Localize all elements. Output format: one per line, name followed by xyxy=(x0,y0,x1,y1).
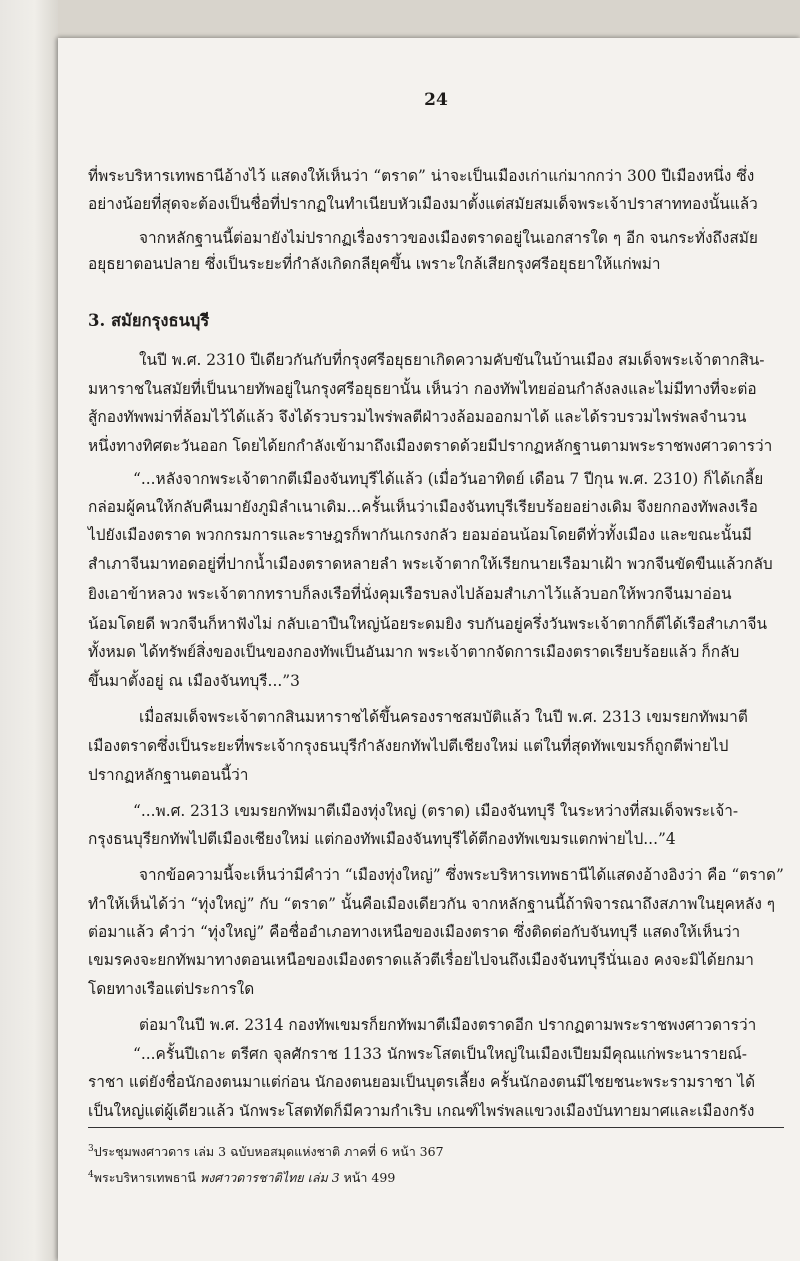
text-line: หนึ่งทางทิศตะวันออก โดยได้ยกกำลังเข้ามาถึงเมืองตราดด้วยมีปรากฏหลักฐานตามพระราชพงศาวดารว่า xyxy=(88,437,773,455)
text-line: อยุธยาตอนปลาย ซึ่งเป็นระยะที่กำลังเกิดกลียุคขึ้น เพราะใกล้เสียกรุงศรีอยุธยาให้แก่พม่า xyxy=(88,255,661,273)
footnote-marker: 3 xyxy=(88,1144,94,1154)
text-line: จากหลักฐานนี้ต่อมายังไม่ปรากฏเรื่องราวของเมืองตราดอยู่ในเอกสารใด ๆ อีก จนกระทั่งถึงสมัย xyxy=(139,229,758,247)
quote-line: ยิงเอาข้าหลวง พระเจ้าตากทราบก็ลงเรือที่นั่งคุมเรือรบลงไปล้อมสำเภาไว้แล้วบอกให้พวกจีนมาอ่อน xyxy=(88,585,732,603)
document-page xyxy=(58,38,800,1261)
quote-line: “...หลังจากพระเจ้าตากตีเมืองจันทบุรีได้แล้ว (เมื่อวันอาทิตย์ เดือน 7 ปีกุน พ.ศ. 2310) ก็ได้เกลี้ย xyxy=(133,470,764,488)
text-line: ต่อมาในปี พ.ศ. 2314 กองทัพเขมรก็ยกทัพมาตีเมืองตราดอีก ปรากฏตามพระราชพงศาวดารว่า xyxy=(139,1016,757,1034)
footnote-author: พระบริหารเทพธานี xyxy=(93,1170,200,1186)
quote-line: กล่อมผู้คนให้กลับคืนมายังภูมิลำเนาเดิม...ครั้นเห็นว่าเมืองจันทบุรีเรียบร้อยอย่างเดิม จึงยกกองทัพลงเรือ xyxy=(88,498,758,516)
footnote-4 xyxy=(88,1167,395,1186)
text-line: มหาราชในสมัยที่เป็นนายทัพอยู่ในกรุงศรีอยุธยานั้น เห็นว่า กองทัพไทยอ่อนกำลังลงและไม่มีทางที่จะต่อ xyxy=(88,380,757,398)
page-number: 24 xyxy=(424,90,448,110)
footnote-3 xyxy=(88,1141,444,1160)
footnote-marker: 4 xyxy=(88,1170,94,1180)
text-line: เขมรคงจะยกทัพมาทางตอนเหนือของเมืองตราดแล้วตีเรื่อยไปจนถึงเมืองจันทบุรีนั่นเอง คงจะมิได้ยกมา xyxy=(88,951,754,969)
scan-edge xyxy=(58,0,800,38)
text-line: ต่อมาแล้ว คำว่า “ทุ่งใหญ่” คือชื่ออำเภอทางเหนือของเมืองตราด ซึ่งติดต่อกับจันทบุรี แสดงให้เห็นว่า xyxy=(88,923,741,941)
quote-line: “...ครั้นปีเถาะ ตรีศก จุลศักราช 1133 นักพระโสตเป็นใหญ่ในเมืองเปียมมีคุณแก่พระนารายณ์- xyxy=(133,1045,747,1063)
text-line: สู้กองทัพพม่าที่ล้อมไว้ได้แล้ว จึงได้รวบรวมไพร่พลตีฝ่าวงล้อมออกมาได้ และได้รวบรวมไพร่พลจำนวน xyxy=(88,408,747,426)
text-line: เมื่อสมเด็จพระเจ้าตากสินมหาราชได้ขึ้นครองราชสมบัติแล้ว ในปี พ.ศ. 2313 เขมรยกทัพมาตี xyxy=(139,708,748,726)
text-line: โดยทางเรือแต่ประการใด xyxy=(88,980,255,998)
quote-line: ทั้งหมด ได้ทรัพย์สิ่งของเป็นของกองทัพเป็นอันมาก พระเจ้าตากจัดการเมืองตราดเรียบร้อยแล้ว ก็กลับ xyxy=(88,643,740,661)
book-gutter xyxy=(0,0,58,1261)
quote-line: สำเภาจีนมาทอดอยู่ที่ปากน้ำเมืองตราดหลายลำ พระเจ้าตากให้เรียกนายเรือมาเฝ้า พวกจีนขัดขืนแล้วกลับ xyxy=(88,555,773,573)
quote-line: น้อมโดยดี พวกจีนก็หาฟังไม่ กลับเอาปืนใหญ่น้อยระดมยิง รบกันอยู่ครึ่งวันพระเจ้าตากก็ตีได้เรือสำเภาจีน xyxy=(88,615,767,633)
quote-line: เป็นใหญ่แต่ผู้เดียวแล้ว นักพระโสตทัตก็มีความกำเริบ เกณฑ์ไพร่พลแขวงเมืองบันทายมาศและเมืองกรัง xyxy=(88,1102,755,1120)
text-line: ทำให้เห็นได้ว่า “ทุ่งใหญ่” กับ “ตราด” นั้นคือเมืองเดียวกัน จากหลักฐานนี้ถ้าพิจารณาถึงสภาพในยุคหลัง ๆ xyxy=(88,895,776,913)
quote-line: ขึ้นมาตั้งอยู่ ณ เมืองจันทบุรี...”3 xyxy=(88,672,300,690)
text-line: ในปี พ.ศ. 2310 ปีเดียวกันกับที่กรุงศรีอยุธยาเกิดความคับขันในบ้านเมือง สมเด็จพระเจ้าตากสิน- xyxy=(139,351,765,369)
text-line: อย่างน้อยที่สุดจะต้องเป็นชื่อที่ปรากฏในทำเนียบหัวเมืองมาตั้งแต่สมัยสมเด็จพระเจ้าปราสาททองนั้นแล้ว xyxy=(88,195,758,213)
text-line: ที่พระบริหารเทพธานีอ้างไว้ แสดงให้เห็นว่า “ตราด” น่าจะเป็นเมืองเก่าแก่มากกว่า 300 ปีเมืองหนึ่ง ซึ่ง xyxy=(88,167,755,185)
quote-line: กรุงธนบุรียกทัพไปตีเมืองเชียงใหม่ แต่กองทัพเมืองจันทบุรีได้ตีกองทัพเขมรแตกพ่ายไป...”4 xyxy=(88,830,676,848)
quote-line: ราชา แต่ยังชื่อนักองตนมาแต่ก่อน นักองตนยอมเป็นบุตรเลี้ยง ครั้นนักองตนมีไชยชนะพระรามราชา ได้ xyxy=(88,1073,756,1091)
footnote-text: ประชุมพงศาวดาร เล่ม 3 ฉบับหอสมุดแห่งชาติ ภาคที่ 6 หน้า 367 xyxy=(93,1144,444,1160)
text-line: เมืองตราดซึ่งเป็นระยะที่พระเจ้ากรุงธนบุรีกำลังยกทัพไปตีเชียงใหม่ แต่ในที่สุดทัพเขมรก็ถูกตีพ่ายไป xyxy=(88,737,729,755)
section-heading: 3. สมัยกรุงธนบุรี xyxy=(88,311,210,330)
text-line: ปรากฏหลักฐานตอนนี้ว่า xyxy=(88,766,249,784)
footnote-divider xyxy=(88,1127,784,1128)
quote-line: “...พ.ศ. 2313 เขมรยกทัพมาตีเมืองทุ่งใหญ่ (ตราด) เมืองจันทบุรี ในระหว่างที่สมเด็จพระเจ้า- xyxy=(133,802,739,820)
footnote-page: หน้า 499 xyxy=(339,1170,396,1186)
quote-line: ไปยังเมืองตราด พวกกรมการและราษฎรก็พากันเกรงกลัว ยอมอ่อนน้อมโดยดีทั่วทั้งเมือง และขณะนั้นมี xyxy=(88,526,752,544)
footnote-book-title: พงศาวดารชาติไทย เล่ม 3 xyxy=(199,1170,340,1186)
text-line: จากข้อความนี้จะเห็นว่ามีคำว่า “เมืองทุ่งใหญ่” ซึ่งพระบริหารเทพธานีได้แสดงอ้างอิงว่า คือ “ตราด” xyxy=(139,866,784,884)
